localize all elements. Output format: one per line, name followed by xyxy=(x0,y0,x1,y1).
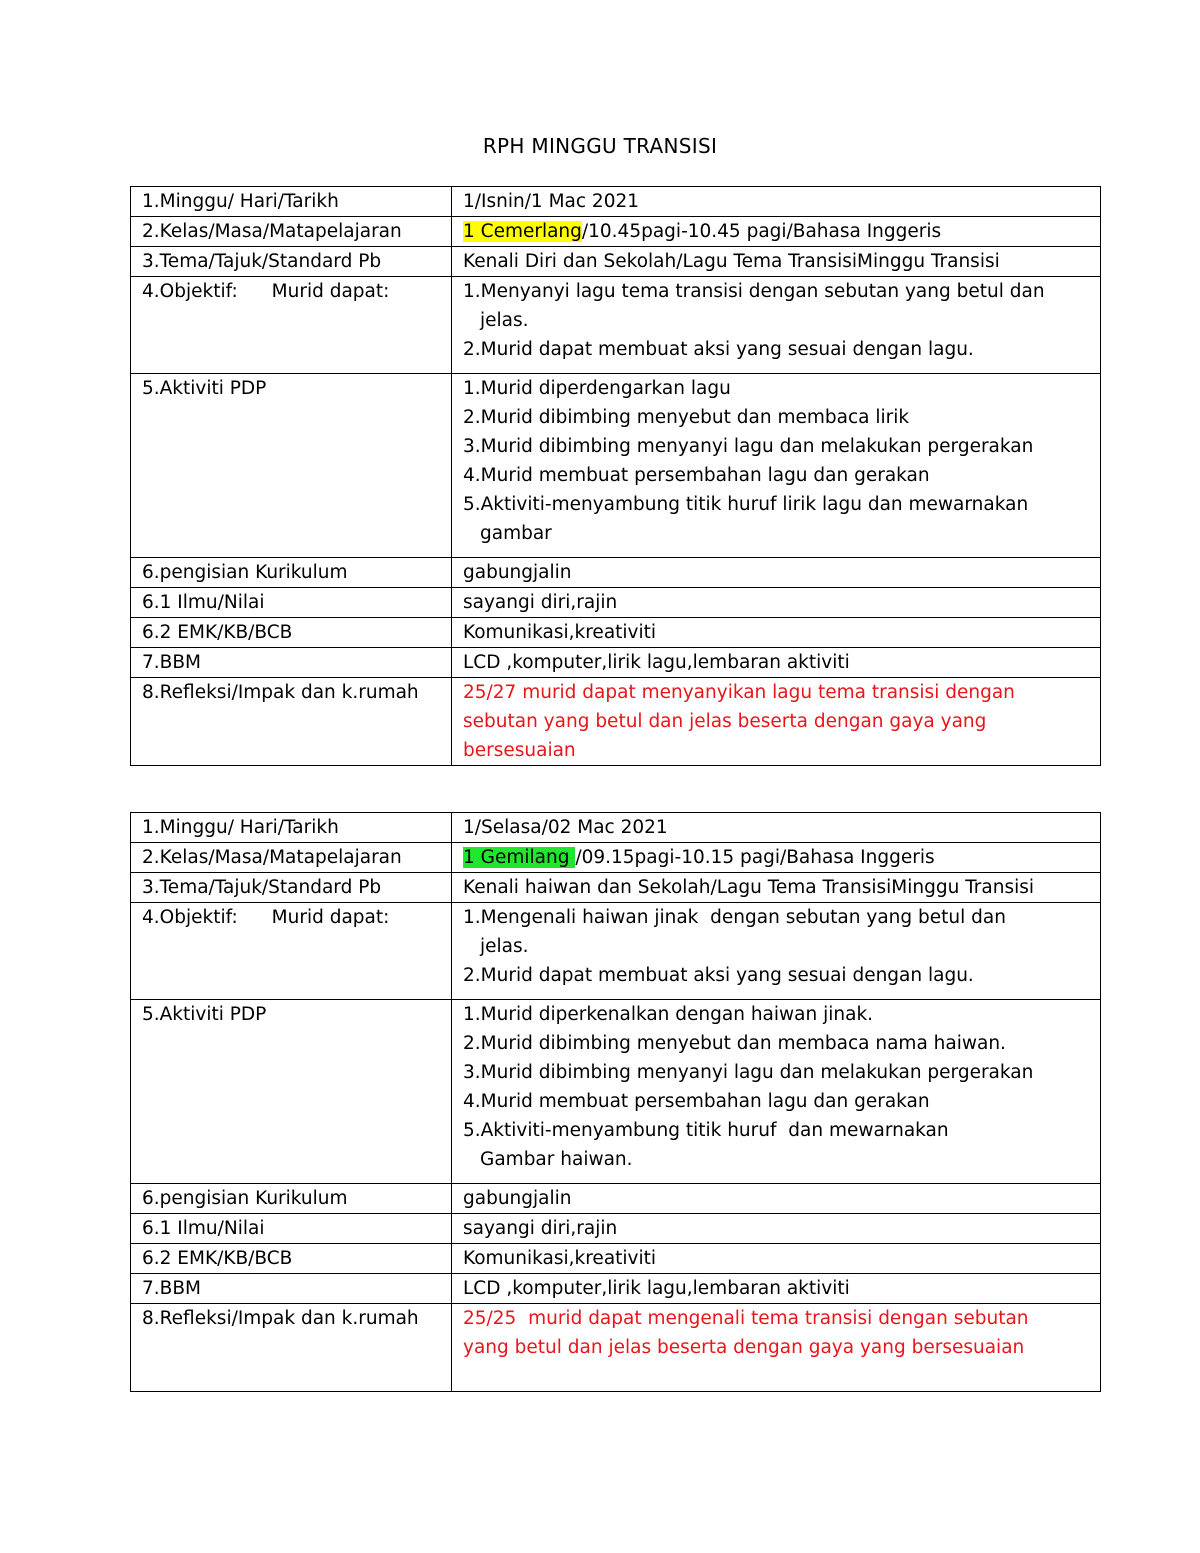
activity-line: 3.Murid dibimbing menyanyi lagu dan melakukan pergerakan xyxy=(463,436,1034,457)
row-value: 1/Isnin/1 Mac 2021 xyxy=(452,187,1101,217)
activity-line: 1.Murid diperdengarkan lagu xyxy=(463,378,731,399)
row-value xyxy=(452,843,1101,873)
activity-line: 4.Murid membuat persembahan lagu dan gerakan xyxy=(463,465,930,486)
row-value xyxy=(452,1304,1101,1392)
table-row xyxy=(131,588,1101,618)
table-row xyxy=(131,1184,1101,1214)
objektif-sublabel: Murid dapat: xyxy=(271,281,390,302)
activity-line: 1.Murid diperkenalkan dengan haiwan jinak. xyxy=(463,1004,874,1025)
table-row xyxy=(131,873,1101,903)
row-label: 7.BBM xyxy=(131,1274,452,1304)
objective-line: 2.Murid dapat membuat aksi yang sesuai dengan lagu. xyxy=(463,339,974,360)
row-value xyxy=(452,1000,1101,1184)
row-label: 7.BBM xyxy=(131,648,452,678)
objective-line: jelas. xyxy=(480,310,529,331)
objektif-sublabel: Murid dapat: xyxy=(271,907,390,928)
row-label: 1.Minggu/ Hari/Tarikh xyxy=(131,813,452,843)
row-value xyxy=(452,217,1101,247)
row-value: 1/Selasa/02 Mac 2021 xyxy=(452,813,1101,843)
activity-line: 2.Murid dibimbing menyebut dan membaca nama haiwan. xyxy=(463,1033,1006,1054)
row-label: 6.1 Ilmu/Nilai xyxy=(131,1214,452,1244)
row-value: sayangi diri,rajin xyxy=(452,1214,1101,1244)
objective-line: 1.Mengenali haiwan jinak dengan sebutan yang betul dan xyxy=(463,907,1006,928)
reflection-line: yang betul dan jelas beserta dengan gaya yang bersesuaian xyxy=(463,1337,1025,1358)
row-label: 6.pengisian Kurikulum xyxy=(131,558,452,588)
activity-line: 4.Murid membuat persembahan lagu dan gerakan xyxy=(463,1091,930,1112)
row-label: 2.Kelas/Masa/Matapelajaran xyxy=(131,217,452,247)
row-value xyxy=(452,374,1101,558)
table-row xyxy=(131,843,1101,873)
row-value xyxy=(452,277,1101,374)
table-row xyxy=(131,277,1101,374)
objective-line: 2.Murid dapat membuat aksi yang sesuai dengan lagu. xyxy=(463,965,974,986)
objektif-label: 4.Objektif: xyxy=(142,281,238,302)
row-label: 6.2 EMK/KB/BCB xyxy=(131,618,452,648)
row-label: 2.Kelas/Masa/Matapelajaran xyxy=(131,843,452,873)
row-value: gabungjalin xyxy=(452,1184,1101,1214)
objektif-label: 4.Objektif: xyxy=(142,907,238,928)
rph-table-1 xyxy=(130,186,1101,766)
row-label xyxy=(131,277,452,374)
row-value: Kenali Diri dan Sekolah/Lagu Tema TransisiMinggu Transisi xyxy=(452,247,1101,277)
reflection-line: bersesuaian xyxy=(463,740,576,761)
row-label: 8.Refleksi/Impak dan k.rumah xyxy=(131,1304,452,1392)
reflection-line: sebutan yang betul dan jelas beserta dengan gaya yang xyxy=(463,711,987,732)
table-row xyxy=(131,678,1101,766)
activity-line: 5.Aktiviti-menyambung titik huruf dan mewarnakan xyxy=(463,1120,949,1141)
row-label: 6.1 Ilmu/Nilai xyxy=(131,588,452,618)
row-label: 6.pengisian Kurikulum xyxy=(131,1184,452,1214)
objective-line: 1.Menyanyi lagu tema transisi dengan sebutan yang betul dan xyxy=(463,281,1045,302)
reflection-line: 25/27 murid dapat menyanyikan lagu tema transisi dengan xyxy=(463,682,1015,703)
activity-line: 2.Murid dibimbing menyebut dan membaca lirik xyxy=(463,407,910,428)
row-value: Komunikasi,kreativiti xyxy=(452,618,1101,648)
class-details: /09.15pagi-10.15 pagi/Bahasa Inggeris xyxy=(575,847,935,868)
row-label: 3.Tema/Tajuk/Standard Pb xyxy=(131,873,452,903)
table-row xyxy=(131,813,1101,843)
row-value: LCD ,komputer,lirik lagu,lembaran aktiviti xyxy=(452,1274,1101,1304)
class-name-highlight: 1 Gemilang xyxy=(463,847,576,868)
table-row xyxy=(131,1274,1101,1304)
rph-table-2 xyxy=(130,812,1101,1392)
row-value: sayangi diri,rajin xyxy=(452,588,1101,618)
reflection-line: 25/25 murid dapat mengenali tema transisi dengan sebutan xyxy=(463,1308,1029,1329)
table-row xyxy=(131,618,1101,648)
activity-line: 3.Murid dibimbing menyanyi lagu dan melakukan pergerakan xyxy=(463,1062,1034,1083)
class-name-highlight: 1 Cemerlang xyxy=(463,221,582,242)
table-row xyxy=(131,217,1101,247)
row-label: 3.Tema/Tajuk/Standard Pb xyxy=(131,247,452,277)
table-row xyxy=(131,187,1101,217)
objective-line: jelas. xyxy=(480,936,529,957)
table-row xyxy=(131,903,1101,1000)
class-details: /10.45pagi-10.45 pagi/Bahasa Inggeris xyxy=(581,221,942,242)
activity-line: 5.Aktiviti-menyambung titik huruf lirik lagu dan mewarnakan xyxy=(463,494,1029,515)
row-value: Komunikasi,kreativiti xyxy=(452,1244,1101,1274)
row-label xyxy=(131,903,452,1000)
row-label: 5.Aktiviti PDP xyxy=(131,374,452,558)
row-label: 6.2 EMK/KB/BCB xyxy=(131,1244,452,1274)
table-row xyxy=(131,1244,1101,1274)
page-title: RPH MINGGU TRANSISI xyxy=(482,134,718,158)
reflection-line xyxy=(463,1362,1100,1391)
table-row xyxy=(131,558,1101,588)
row-value: Kenali haiwan dan Sekolah/Lagu Tema TransisiMinggu Transisi xyxy=(452,873,1101,903)
table-row xyxy=(131,374,1101,558)
row-value: LCD ,komputer,lirik lagu,lembaran aktiviti xyxy=(452,648,1101,678)
table-row xyxy=(131,1000,1101,1184)
activity-line: Gambar haiwan. xyxy=(480,1149,633,1170)
row-value xyxy=(452,678,1101,766)
row-label: 8.Refleksi/Impak dan k.rumah xyxy=(131,678,452,766)
table-row xyxy=(131,1214,1101,1244)
table-row xyxy=(131,1304,1101,1392)
table-row xyxy=(131,648,1101,678)
row-label: 1.Minggu/ Hari/Tarikh xyxy=(131,187,452,217)
row-value xyxy=(452,903,1101,1000)
table-row xyxy=(131,247,1101,277)
row-label: 5.Aktiviti PDP xyxy=(131,1000,452,1184)
row-value: gabungjalin xyxy=(452,558,1101,588)
activity-line: gambar xyxy=(480,523,552,544)
